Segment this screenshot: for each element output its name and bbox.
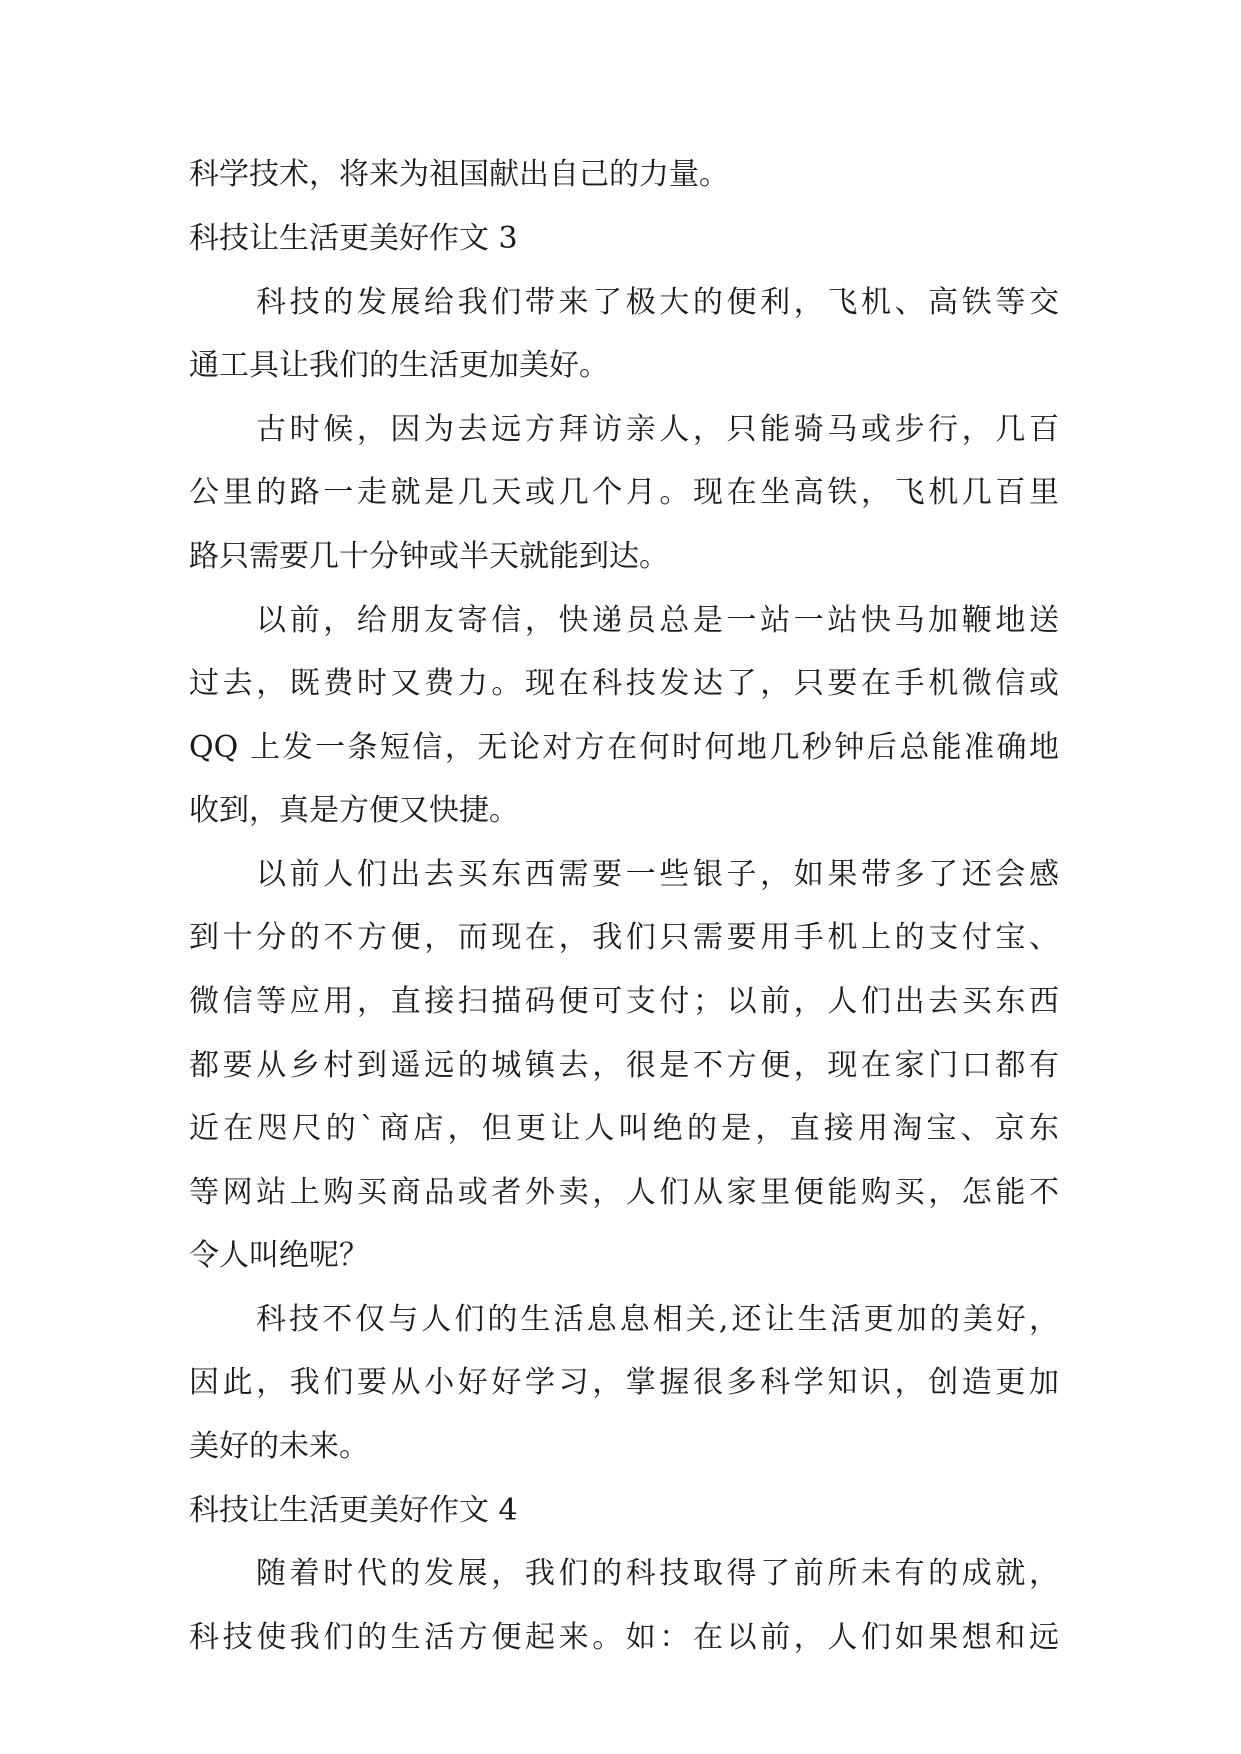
paragraph-line: 通工具让我们的生活更加美好。: [189, 348, 609, 383]
paragraph-line: 近在咫尺的`商店，但更让人叫绝的是，直接用淘宝、京东: [189, 1111, 1059, 1146]
paragraph-line: 因此，我们要从小好好学习，掌握很多科学知识，创造更加: [189, 1365, 1059, 1400]
paragraph-line: 科技的发展给我们带来了极大的便利，飞机、高铁等交: [256, 285, 1059, 320]
paragraph-line: 科技不仅与人们的生活息息相关,还让生活更加的美好，: [256, 1302, 1059, 1337]
section-heading: 科技让生活更美好作文 4: [189, 1493, 518, 1528]
paragraph-line: 等网站上购买商品或者外卖，人们从家里便能购买，怎能不: [189, 1175, 1059, 1210]
paragraph-line: 到十分的不方便，而现在，我们只需要用手机上的支付宝、: [189, 920, 1059, 955]
section-heading: 科技让生活更美好作文 3: [189, 221, 518, 256]
paragraph-line: 以前，给朋友寄信，快递员总是一站一站快马加鞭地送: [256, 603, 1059, 638]
paragraph-line: 以前人们出去买东西需要一些银子，如果带多了还会感: [256, 857, 1059, 892]
paragraph-line: 路只需要几十分钟或半天就能到达。: [189, 539, 669, 574]
paragraph-line: 科学技术，将来为祖国献出自己的力量。: [189, 157, 729, 192]
paragraph-line: 公里的路一走就是几天或几个月。现在坐高铁，飞机几百里: [189, 475, 1059, 510]
paragraph-line: 古时候，因为去远方拜访亲人，只能骑马或步行，几百: [256, 412, 1059, 447]
paragraph-line: 微信等应用，直接扫描码便可支付；以前，人们出去买东西: [189, 984, 1059, 1019]
paragraph-line: 令人叫绝呢？: [189, 1238, 369, 1273]
paragraph-line: 随着时代的发展，我们的科技取得了前所未有的成就，: [256, 1556, 1059, 1591]
paragraph-line: 都要从乡村到遥远的城镇去，很是不方便，现在家门口都有: [189, 1048, 1059, 1083]
paragraph-line: 过去，既费时又费力。现在科技发达了，只要在手机微信或: [189, 666, 1059, 701]
paragraph-line: 科技使我们的生活方便起来。如：在以前，人们如果想和远: [189, 1620, 1059, 1655]
paragraph-line: 美好的未来。: [189, 1429, 369, 1464]
paragraph-line: 收到，真是方便又快捷。: [189, 793, 519, 828]
paragraph-line: QQ 上发一条短信，无论对方在何时何地几秒钟后总能准确地: [189, 730, 1059, 765]
